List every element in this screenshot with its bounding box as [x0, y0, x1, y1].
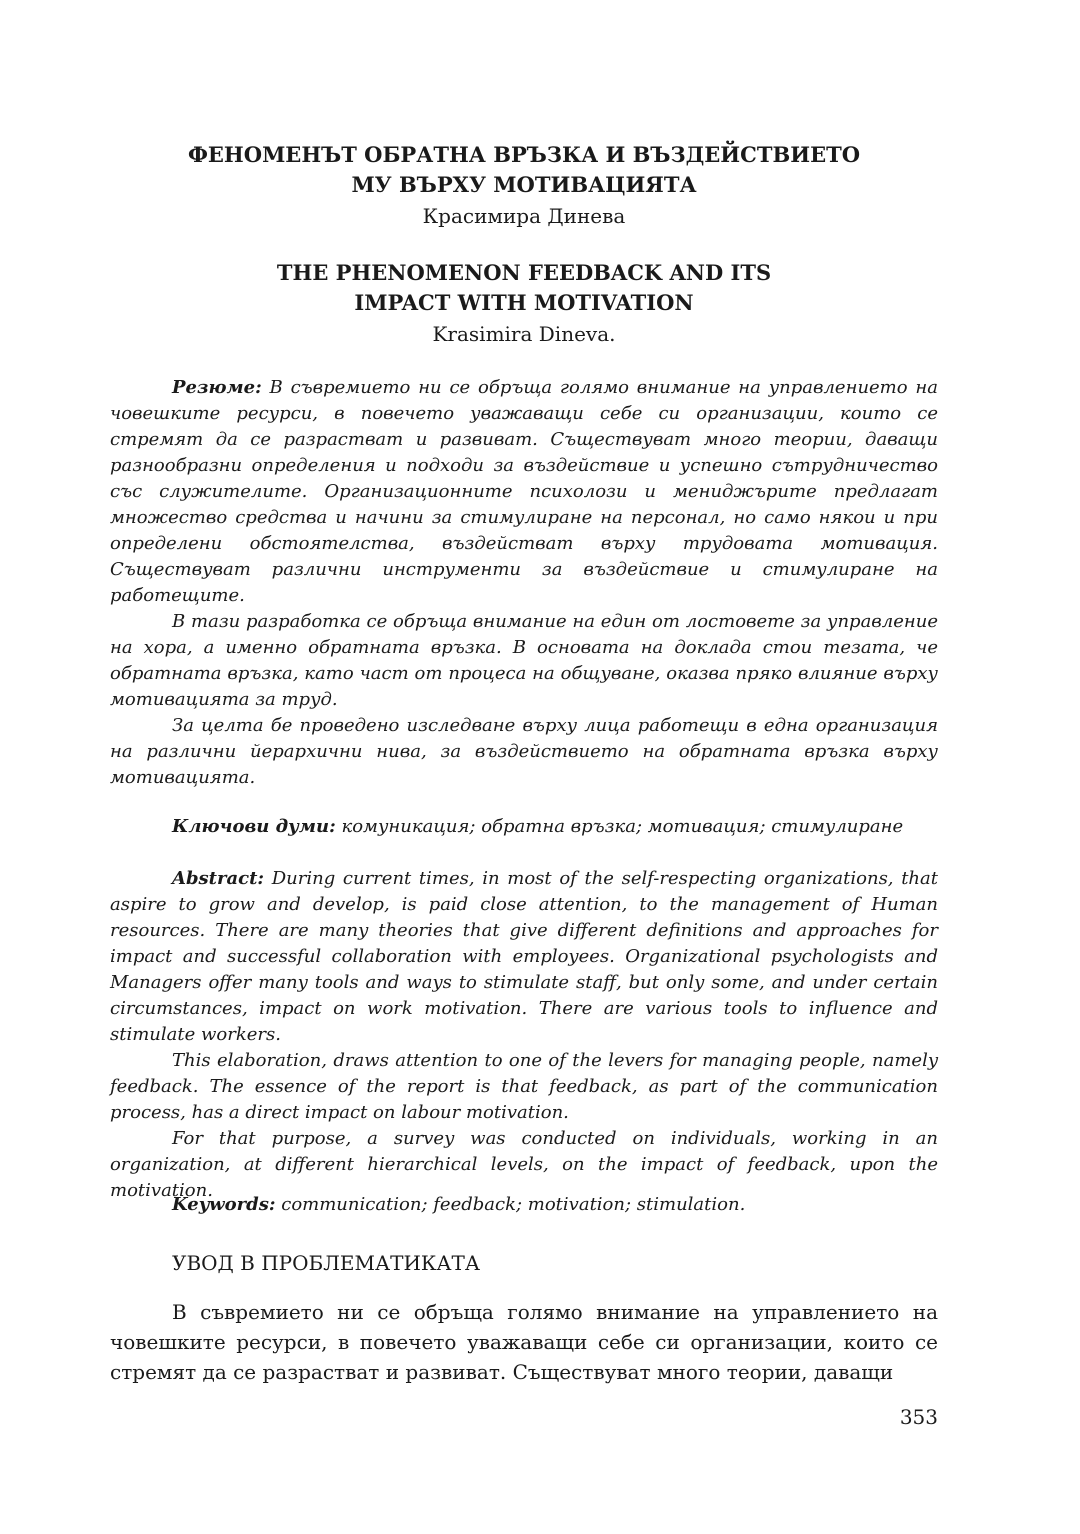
- author-en: Krasimira Dineva.: [432, 322, 616, 346]
- title-en-line-1: THE PHENOMENON FEEDBACK AND ITS: [276, 260, 772, 285]
- title-block-bulgarian: [110, 140, 938, 232]
- keywords-bg-label: Ключови думи:: [172, 816, 336, 837]
- abstract-bg-paragraph-1: [110, 375, 938, 609]
- abstract-en-paragraph-3: For that purpose, a survey was conducted on individuals, working in an organization, at different hierarchical levels, on the impact of feedback, upon the motivation.: [110, 1128, 938, 1201]
- title-bg-line-2: МУ ВЪРХУ МОТИВАЦИЯТА: [351, 172, 697, 197]
- keywords-en-text: communication; feedback; motivation; stimulation.: [275, 1194, 746, 1215]
- keywords-en-line: [110, 1192, 938, 1218]
- abstract-bg-paragraph-3: За целта бе проведено изследване върху лица работещи в една организация на различни йерархични нива, за въздействието на обратната връзка върху мотивацията.: [110, 715, 938, 788]
- keywords-en-label: Keywords:: [172, 1194, 276, 1215]
- title-en-line-2: IMPACT WITH MOTIVATION: [354, 290, 694, 315]
- abstract-english: [110, 866, 938, 1204]
- keywords-bg-text: комуникация; обратна връзка; мотивация; стимулиране: [335, 816, 904, 837]
- page-number: 353: [899, 1405, 938, 1429]
- keywords-bulgarian: [110, 814, 938, 840]
- abstract-bulgarian: [110, 375, 938, 791]
- abstract-en-paragraph-2: This elaboration, draws attention to one of the levers for managing people, namely feedback. The essence of the report is that feedback, as part of the communication process, has a direct impact on labour motivation.: [110, 1050, 938, 1123]
- abstract-bg-label: Резюме:: [172, 377, 262, 398]
- abstract-bg-text-1: В съвремието ни се обръща голямо внимание на управлението на човешките ресурси, в повечето уважаващи себе си организации, които се стремят да се разрастват и развиват. Съществуват много теории, даващи разнообразни определения и подходи за въздействие и успешно сътрудничество със служителите. Организационните психолози и мениджърите предлагат множество средства и начини за стимулиране на персонал, но само някои и при определени обстоятелства, въздействат върху трудовата мотивация. Съществуват различни инструменти за въздействие и стимулиране на работещите.: [110, 377, 938, 606]
- title-bg-line-1: ФЕНОМЕНЪТ ОБРАТНА ВРЪЗКА И ВЪЗДЕЙСТВИЕТО: [188, 142, 860, 167]
- author-bg: Красимира Динева: [422, 204, 626, 228]
- body-paragraph-1: В съвремието ни се обръща голямо внимание на управлението на човешките ресурси, в повечето уважаващи себе си организации, които се стремят да се разрастват и развиват. Съществуват много теории, даващи: [110, 1300, 938, 1384]
- body-text: [110, 1297, 938, 1387]
- keywords-bg-line: [110, 814, 938, 840]
- section-heading: УВОД В ПРОБЛЕМАТИКАТА: [172, 1251, 481, 1275]
- title-block-english: [110, 258, 938, 350]
- abstract-en-text-1: During current times, in most of the self-respecting organizations, that aspire to grow and develop, is paid close attention, to the management of Human resources. There are many theories that give different definitions and approaches for impact and successful collaboration with employees. Organizational psychologists and Managers offer many tools and ways to stimulate staff, but only some, and under certain circumstances, impact on work motivation. There are various tools to influence and stimulate workers.: [110, 868, 938, 1045]
- abstract-bg-paragraph-2: В тази разработка се обръща внимание на един от лостовете за управление на хора, а именно обратната връзка. В основата на доклада стои тезата, че обратната връзка, като част от процеса на общуване, оказва пряко влияние върху мотивацията за труд.: [110, 611, 938, 710]
- keywords-english: [110, 1192, 938, 1218]
- abstract-en-paragraph-1: [110, 866, 938, 1048]
- abstract-en-label: Abstract:: [172, 868, 265, 889]
